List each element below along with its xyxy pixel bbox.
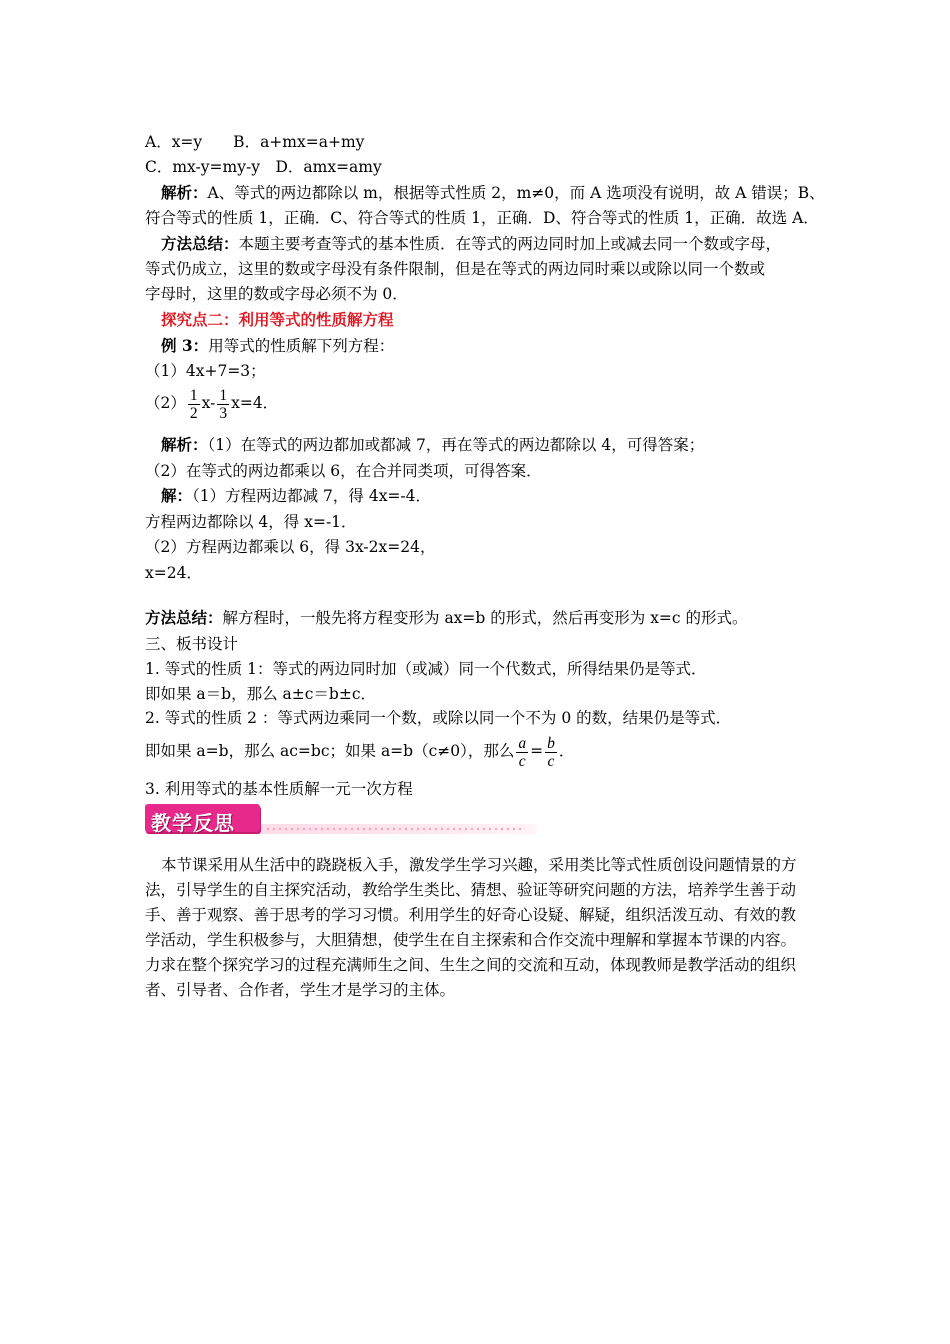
example-3 — [161, 335, 394, 357]
equation-2-prefix: （2） — [145, 394, 186, 412]
board-item-2-detail-text: 即如果 a=b，那么 ac=bc；如果 a=b（c≠0），那么 — [145, 742, 515, 760]
method-summary-2-text: 解方程时，一般先将方程变形为 ax=b 的形式，然后再变形为 x=c 的形式。 — [222, 609, 748, 627]
board-item-2-detail-suffix: ． — [558, 742, 575, 760]
equation-1: （1）4x+7=3； — [145, 362, 266, 380]
fraction-denominator: 2 — [189, 404, 198, 422]
board-item-2: 2. 等式的性质 2 ：等式两边乘同一个数，或除以同一个不为 0 的数，结果仍是等式． — [145, 709, 732, 727]
solution-line-3: （2）方程两边都乘以 6，得 3x-2x=24， — [145, 538, 436, 556]
fraction-one-third — [217, 387, 229, 422]
solution-line-4: x=24． — [145, 564, 202, 582]
banner-title-box — [145, 804, 260, 835]
example-3-text: 用等式的性质解下列方程： — [208, 337, 395, 355]
board-item-3: 3. 利用等式的基本性质解一元一次方程 — [145, 780, 413, 798]
board-item-2-detail — [145, 732, 574, 770]
solution-line-1 — [161, 485, 431, 507]
equation-2 — [145, 384, 278, 422]
solution-line-2: 方程两边都除以 4，得 x=-1． — [145, 513, 357, 531]
analysis-1-text-a: A、等式的两边都除以 m，根据等式性质 2，m≠0，而 A 选项没有说明，故 A 错误；B、 — [207, 184, 825, 202]
fraction-denominator: c — [518, 752, 526, 770]
solution-text-a: （1）方程两边都减 7，得 4x=-4． — [192, 487, 432, 505]
teaching-reflection-banner — [145, 802, 537, 836]
fraction-denominator: 3 — [219, 404, 228, 422]
analysis-2-line-2: （2）在等式的两边都乘以 6，在合并同类项，可得答案． — [145, 462, 542, 480]
fraction-numerator: b — [547, 734, 555, 752]
option-cd: C．mx-y=my-y D．amx=amy — [145, 158, 382, 176]
method-summary-2 — [145, 607, 748, 629]
banner-title: 教学反思 — [151, 811, 235, 835]
board-item-1-detail: 即如果 a＝b，那么 a±c＝b±c． — [145, 685, 377, 703]
method-summary-1-line-2: 等式仍成立，这里的数或字母没有条件限制，但是在等式的两边同时乘以或除以同一个数或 — [145, 260, 766, 278]
section-heading-explore-2: 探究点二：利用等式的性质解方程 — [161, 310, 394, 329]
fraction-one-half — [188, 387, 200, 422]
equation-2-suffix: x=4． — [231, 394, 279, 412]
analysis-1-line-1 — [161, 182, 825, 204]
fraction-numerator: 1 — [219, 386, 228, 404]
fraction-denominator: c — [547, 752, 555, 770]
analysis-2-text-a: （1）在等式的两边都加或都减 7，再在等式的两边都除以 4，可得答案； — [207, 436, 705, 454]
banner-dots — [265, 827, 525, 831]
equation-2-middle: x- — [201, 394, 216, 412]
method-summary-label: 方法总结： — [161, 234, 239, 253]
analysis-2-line-1 — [161, 434, 704, 456]
method-summary-1-line-3: 字母时，这里的数或字母必须不为 0． — [145, 285, 408, 303]
solution-label: 解： — [161, 486, 193, 505]
analysis-label: 解析： — [161, 183, 208, 202]
fraction-a-over-c — [516, 735, 528, 770]
fraction-numerator: 1 — [189, 386, 198, 404]
fraction-numerator: a — [518, 734, 527, 752]
method-summary-label: 方法总结： — [145, 608, 223, 627]
board-item-1: 1. 等式的性质 1：等式的两边同时加（或减）同一个代数式，所得结果仍是等式． — [145, 660, 707, 678]
example-label: 例 3： — [161, 336, 209, 355]
equals-sign: = — [530, 742, 544, 760]
analysis-1-line-2: 符合等式的性质 1，正确．C、符合等式的性质 1，正确．D、符合等式的性质 1，正确．故选 A． — [145, 209, 819, 227]
analysis-label: 解析： — [161, 435, 208, 454]
reflection-paragraph: 本节课采用从生活中的跷跷板入手，激发学生学习兴趣，采用类比等式性质创设问题情景的方法，引导学生的自主探究活动，教给学生类比、猜想、验证等研究问题的方法，培养学生善于动手、善于观察、善于思考的学习习惯。利用学生的好奇心设疑、解疑，组织活泼互动、有效的教学活动，学生积极参与，大胆猜想，使学生在自主探索和合作交流中理解和掌握本节课的内容。力求在整个探究学习的过程充满师生之间、生生之间的交流和互动，体现教师是教学活动的组织者、引导者、合作者，学生才是学习的主体。 — [145, 856, 797, 999]
option-ab: A．x=y B．a+mx=a+my — [145, 133, 365, 151]
method-summary-1-line-1 — [161, 233, 781, 255]
fraction-b-over-c — [545, 735, 557, 770]
board-design-title: 三、板书设计 — [145, 635, 239, 653]
method-summary-1-text-a: 本题主要考查等式的基本性质．在等式的两边同时加上或减去同一个数或字母， — [238, 235, 782, 253]
